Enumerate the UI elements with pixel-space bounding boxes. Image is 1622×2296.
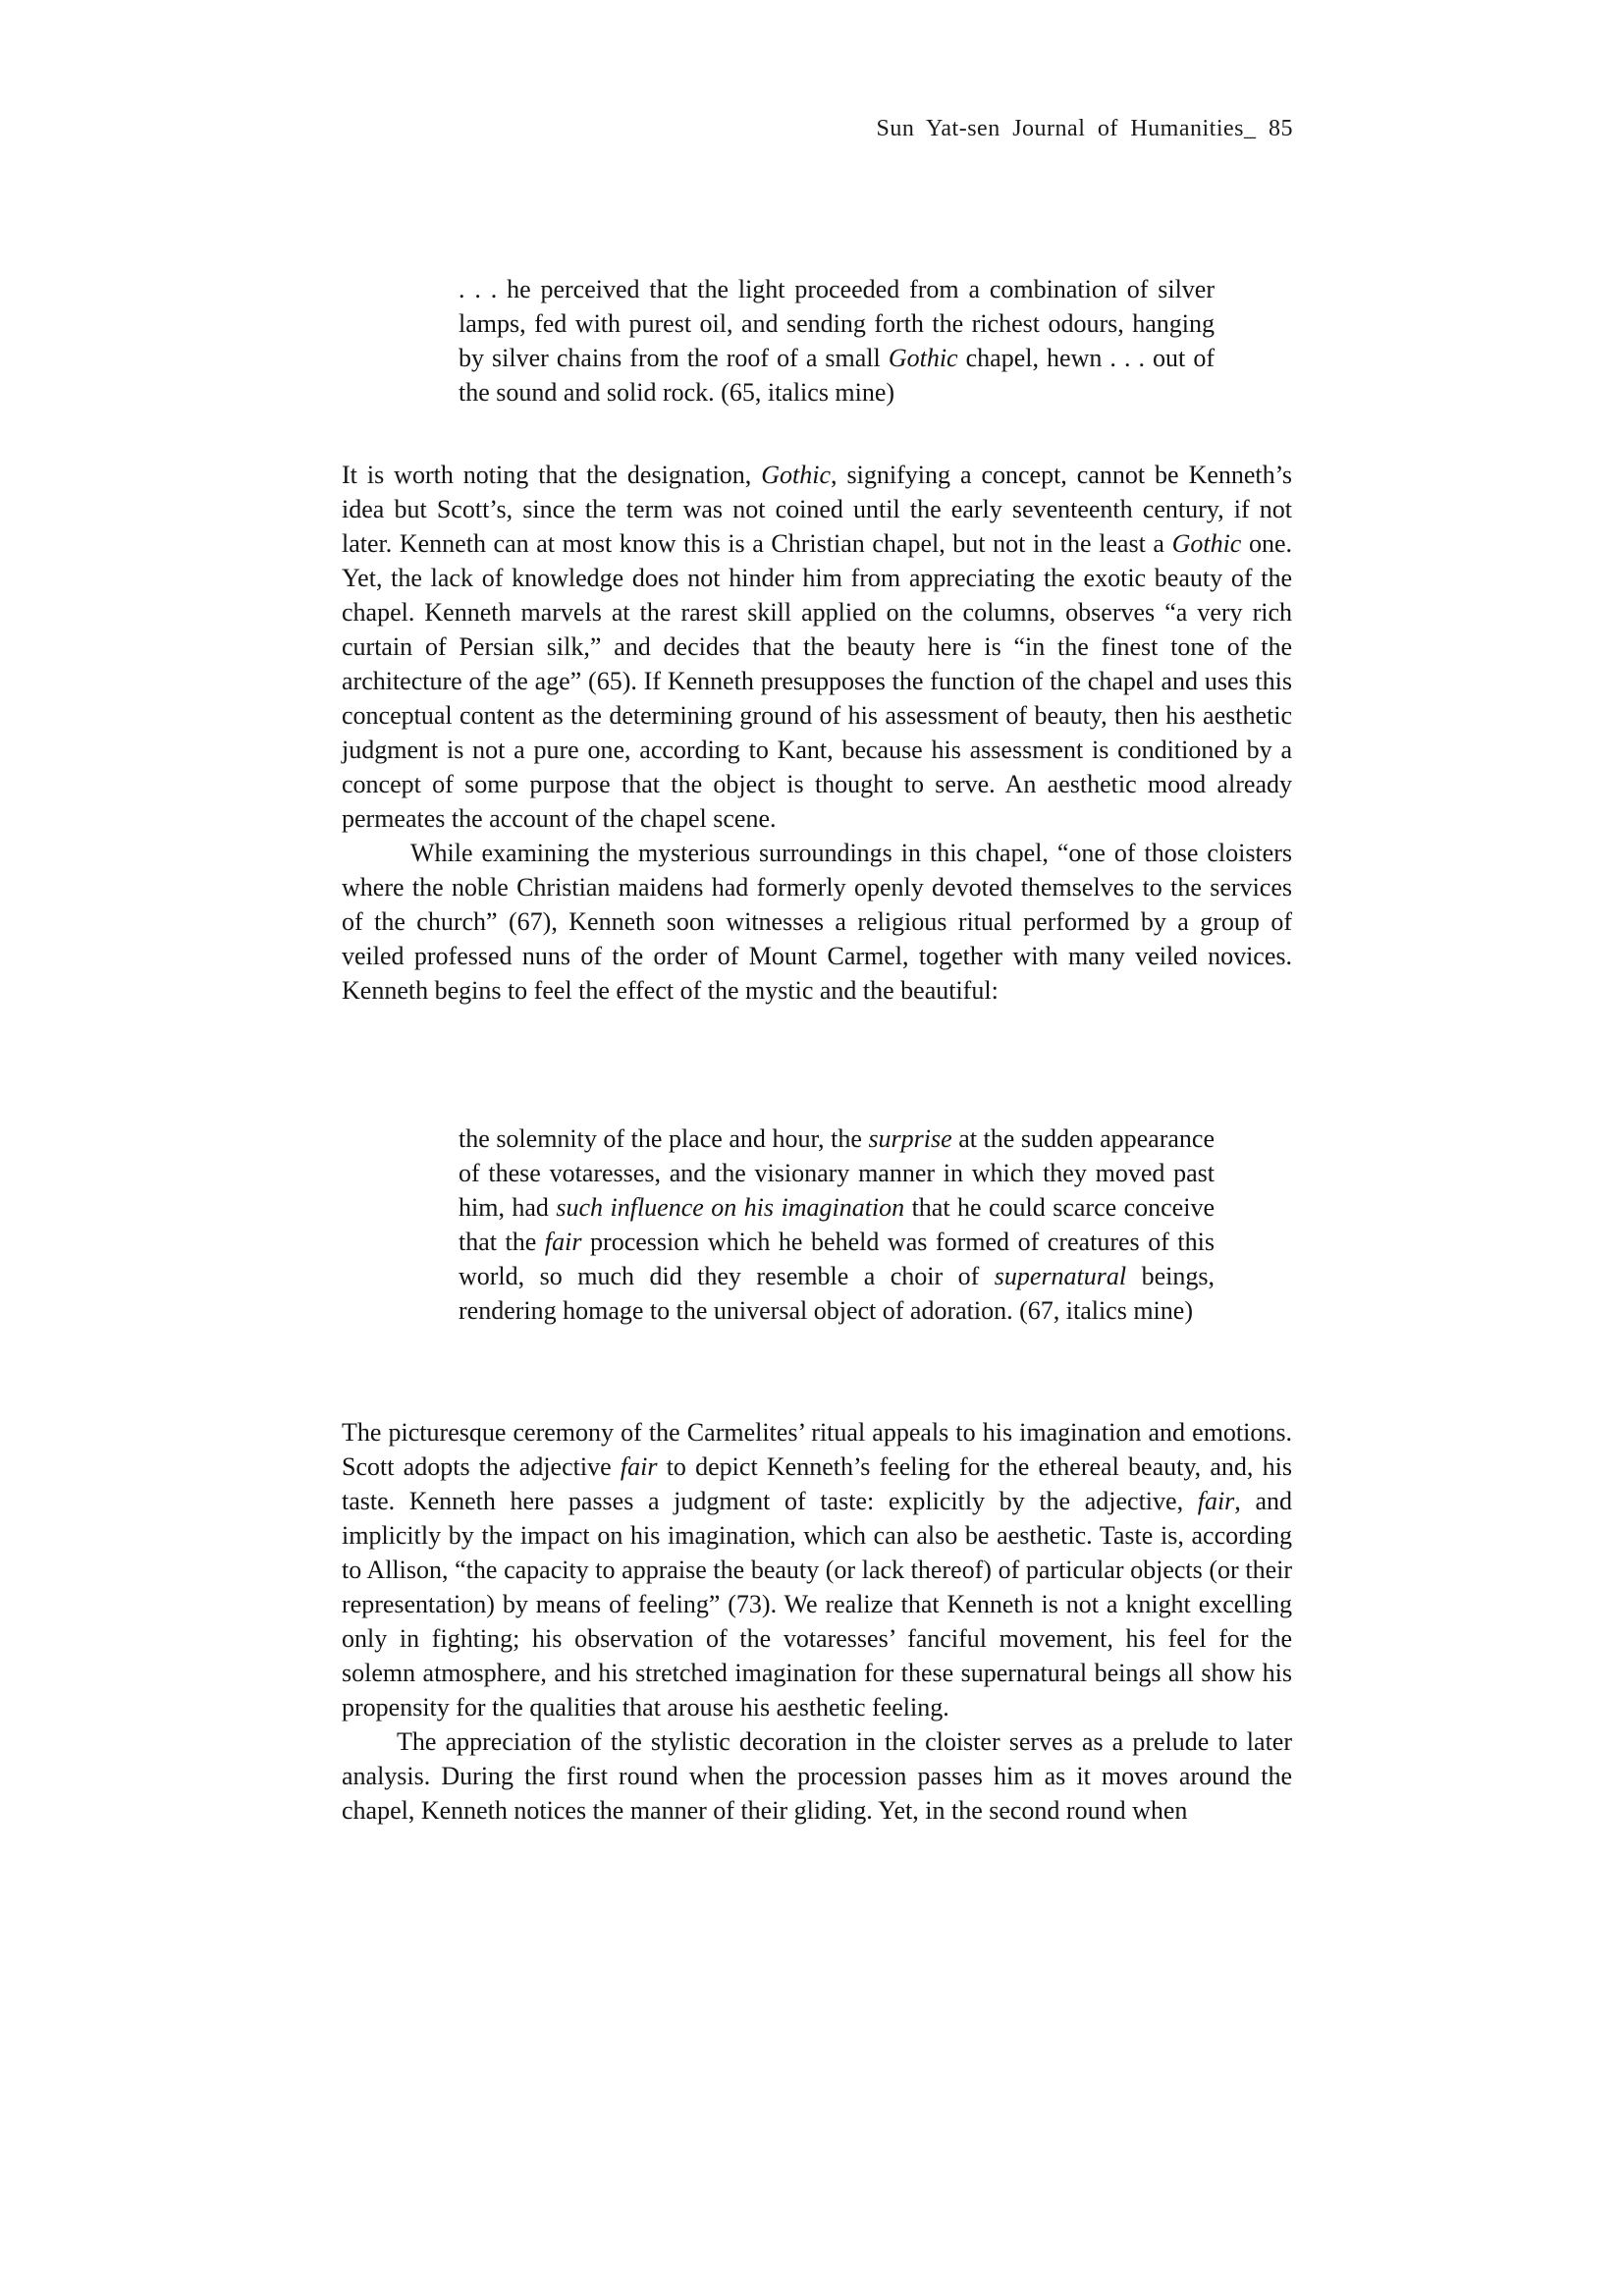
block-quote-text: the solemnity of the place and hour, the surprise at the sudden appearance of these votaresses, and the visionary manner in which they moved past him, had such influence on his imagination that he could scarce conceive that the fair procession which he beheld was formed of creatures of this world, so much did they resemble a choir of supernatural beings, rendering homage to the universal object of adoration. (67, italics mine) — [459, 1124, 1215, 1325]
block-quote-chapel — [459, 272, 1215, 410]
paragraph-stylistic-decoration: The appreciation of the stylistic decoration in the cloister serves as a prelude to later analysis. During the first round when the procession passes him as it moves around the chapel, Kenneth notices the manner of their gliding. Yet, in the second round when — [342, 1727, 1292, 1825]
block-quote-procession — [459, 1121, 1215, 1328]
body-text-section-1 — [342, 458, 1292, 1008]
paragraph-carmelites-ceremony: The picturesque ceremony of the Carmelites’ ritual appeals to his imagination and emotions. Scott adopts the adjective fair to depict Kenneth’s feeling for the ethereal beauty, and, his taste. Kenneth here passes a judgment of taste: explicitly by the adjective, fair, and implicitly by the impact on his imagination, which can also be aesthetic. Taste is, according to Allison, “the capacity to appraise the beauty (or lack thereof) of particular objects (or their representation) by means of feeling” (73). We realize that Kenneth is not a knight excelling only in fighting; his observation of the votaresses’ fanciful movement, his feel for the solemn atmosphere, and his stretched imagination for these supernatural beings all show his propensity for the qualities that arouse his aesthetic feeling. — [342, 1418, 1292, 1722]
paragraph-gothic-designation: It is worth noting that the designation, Gothic, signifying a concept, cannot be Kenneth’s idea but Scott’s, since the term was not coined until the early seventeenth century, if not later. Kenneth can at most know this is a Christian chapel, but not in the least a Gothic one. Yet, the lack of knowledge does not hinder him from appreciating the exotic beauty of the chapel. Kenneth marvels at the rarest skill applied on the columns, observes “a very rich curtain of Persian silk,” and decides that the beauty here is “in the finest tone of the architecture of the age” (65). If Kenneth presupposes the function of the chapel and uses this conceptual content as the determining ground of his assessment of beauty, then his aesthetic judgment is not a pure one, according to Kant, because his assessment is conditioned by a concept of some purpose that the object is thought to serve. An aesthetic mood already permeates the account of the chapel scene. — [342, 461, 1292, 833]
block-quote-text: . . . he perceived that the light proceeded from a combination of silver lamps, fed with purest oil, and sending forth the richest odours, hanging by silver chains from the roof of a small Gothic chapel, hewn . . . out of the sound and solid rock. (65, italics mine) — [459, 275, 1215, 407]
running-head: Sun Yat-sen Journal of Humanities_ 85 — [876, 116, 1293, 141]
paragraph-chapel-ritual: While examining the mysterious surroundings in this chapel, “one of those cloisters where the noble Christian maidens had formerly openly devoted themselves to the services of the church” (67), Kenneth soon witnesses a religious ritual performed by a group of veiled professed nuns of the order of Mount Carmel, together with many veiled novices. Kenneth begins to feel the effect of the mystic and the beautiful: — [342, 839, 1292, 1005]
body-text-section-2 — [342, 1415, 1292, 1828]
